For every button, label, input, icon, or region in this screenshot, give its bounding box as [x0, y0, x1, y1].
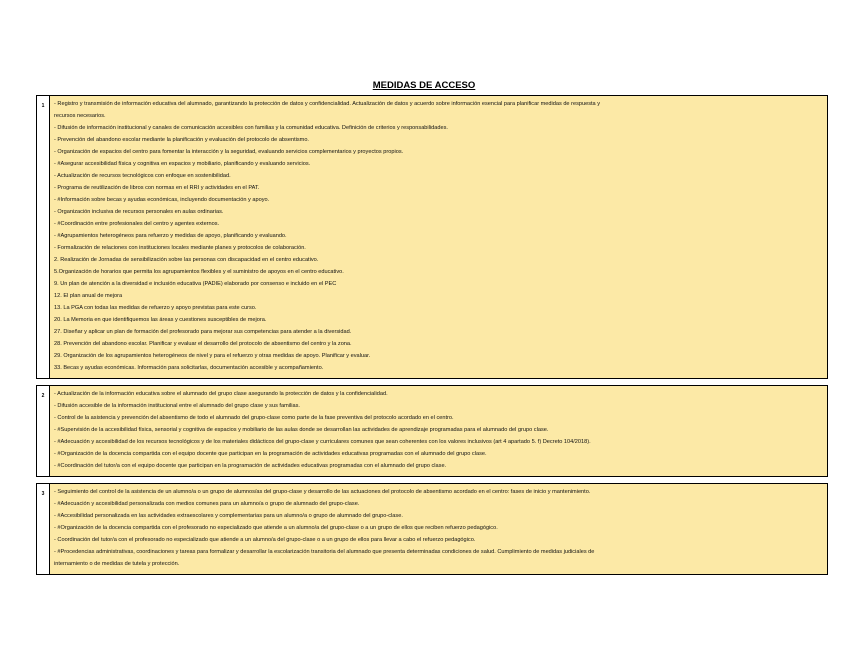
measure-line: - #Accesibilidad personalizada en las actividades extraescolares y complementarias para un alumno/a o grupo de alumnado del grupo-clase.: [54, 513, 403, 519]
section-content: [50, 96, 828, 379]
spacer-cell: [37, 379, 828, 386]
measure-line: - #Organización de la docencia compartida con el equipo docente que participan en la programación de actividades educativas programadas con el alumnado del grupo clase.: [54, 451, 487, 457]
section-number: 3: [37, 484, 50, 575]
measure-line: - #Organización de la docencia compartida con el profesorado no especializado que atiende a un alumno/a del grupo-clase o a un grupo de ellos que reciben refuerzo pedagógico.: [54, 525, 498, 531]
measure-line: 12. El plan anual de mejora: [54, 293, 123, 299]
measures-table-body: [37, 96, 828, 575]
measure-line: 2. Realización de Jornadas de sensibilización sobre las personas con discapacidad en el centro educativo.: [54, 257, 319, 263]
section-content: [50, 386, 828, 477]
measure-line: 9. Un plan de atención a la diversidad e inclusión educativa (PADIE) elaborado por consenso e incluido en el PEC: [54, 281, 337, 287]
measure-line: - Difusión accesible de la información institucional entre el alumnado del grupo clase y sus familias.: [54, 403, 300, 409]
measure-line: - #Asegurar accesibilidad física y cognitiva en espacios y mobiliario, planificando y evaluando servicios.: [54, 161, 311, 167]
measure-line: - Programa de reutilización de libros con normas en el RRI y actividades en el PAT.: [54, 185, 260, 191]
section-row: [37, 484, 828, 575]
measure-line: - Coordinación del tutor/a con el profesorado no especializado que atiende a un alumno/a del grupo-clase o a un grupo de ellos para llevar a cabo el refuerzo pedagógico.: [54, 537, 476, 543]
measure-line: - #Información sobre becas y ayudas económicas, incluyendo documentación y apoyo.: [54, 197, 270, 203]
measure-line: 29. Organización de los agrupamientos heterogéneos de nivel y para el refuerzo y otras medidas de apoyo. Planificar y evaluar.: [54, 353, 371, 359]
document-title: MEDIDAS DE ACCESO: [372, 80, 476, 91]
measure-line: 33. Becas y ayudas económicas. Información para solicitarlas, documentación accesible y acompañamiento.: [54, 365, 324, 371]
measure-line: recursos necesarios.: [54, 113, 106, 119]
measure-line: - #Procedencias administrativas, coordinaciones y tareas para formalizar y desarrollar la escolarización transitoria del alumnado que presenta determinadas condiciones de salud. Cumplimiento de medidas judiciales de: [54, 549, 595, 555]
section-row: [37, 96, 828, 379]
measure-line: 13. La PGA con todas las medidas de refuerzo y apoyo previstas para este curso.: [54, 305, 257, 311]
section-spacer: [37, 477, 828, 484]
section-row: [37, 386, 828, 477]
measure-line: - #Agrupamientos heterogéneos para refuerzo y medidas de apoyo, planificando y evaluando.: [54, 233, 287, 239]
measure-line: - Actualización de recursos tecnológicos con enfoque en sostenibilidad.: [54, 173, 231, 179]
measure-line: - #Coordinación del tutor/a con el equipo docente que participan en la programación de actividades educativas programadas con el alumnado del grupo clase.: [54, 463, 447, 469]
measure-line: - #Adecuación y accesibilidad de los recursos tecnológicos y de los materiales didácticos del grupo-clase y curriculares comunes que sean coherentes con los valores inclusivos (art 4 apartado 5. f) Decreto 104/2018).: [54, 439, 591, 445]
measure-line: - Control de la asistencia y prevención del absentismo de todo el alumnado del grupo-clase como parte de la fase preventiva del protocolo acordado en el centro.: [54, 415, 454, 421]
measure-line: 27. Diseñar y aplicar un plan de formación del profesorado para mejorar sus competencias para atender a la diversidad.: [54, 329, 352, 335]
measure-line: - #Supervisión de la accesibilidad física, sensorial y cognitiva de espacios y mobiliario de las aulas donde se desarrollan las actividades de aprendizaje programadas para el alumnado del grupo clase.: [54, 427, 549, 433]
measure-line: - #Coordinación entre profesionales del centro y agentes externos.: [54, 221, 220, 227]
measure-line: - Organización inclusiva de recursos personales en aulas ordinarias.: [54, 209, 224, 215]
measure-line: - Seguimiento del control de la asistencia de un alumno/a o un grupo de alumnos/as del grupo-clase y desarrollo de las actuaciones del protocolo de absentismo acordado en el centro: fases de inicio y mantenimiento.: [54, 489, 591, 495]
section-number: 2: [37, 386, 50, 477]
measure-line: internamiento o de medidas de tutela y protección.: [54, 561, 180, 567]
spacer-cell: [37, 477, 828, 484]
measure-line: - Registro y transmisión de información educativa del alumnado, garantizando la protección de datos y confidencialidad. Actualización de datos y acuerdo sobre información esencial para planificar medidas de respuesta y: [54, 101, 601, 107]
section-spacer: [37, 379, 828, 386]
measure-line: - Difusión de información institucional y canales de comunicación accesibles con familias y la comunidad educativa. Definición de criterios y responsabilidades.: [54, 125, 448, 131]
section-content: [50, 484, 828, 575]
measure-line: - #Adecuación y accesibilidad personalizada con medios comunes para un alumno/a o grupo de alumnado del grupo-clase.: [54, 501, 360, 507]
measure-line: 20. La Memoria en que identifiquemos las áreas y cuestiones susceptibles de mejora.: [54, 317, 267, 323]
measure-line: 28. Prevención del abandono escolar. Planificar y evaluar el desarrollo del protocolo de absentismo del centro y la zona.: [54, 341, 352, 347]
measure-line: - Formalización de relaciones con instituciones locales mediante planes y protocolos de colaboración.: [54, 245, 306, 251]
measure-line: - Organización de espacios del centro para fomentar la interacción y la seguridad, evaluando servicios complementarios y proyectos propios.: [54, 149, 404, 155]
measure-line: - Actualización de la información educativa sobre el alumnado del grupo clase asegurando la protección de datos y la confidencialidad.: [54, 391, 388, 397]
section-number: 1: [37, 96, 50, 379]
measure-line: - Prevención del abandono escolar mediante la planificación y evaluación del protocolo de absentismo.: [54, 137, 309, 143]
measure-line: 5.Organización de horarios que permita los agrupamientos flexibles y el suministro de apoyos en el centro educativo.: [54, 269, 344, 275]
measures-table: [36, 95, 828, 575]
